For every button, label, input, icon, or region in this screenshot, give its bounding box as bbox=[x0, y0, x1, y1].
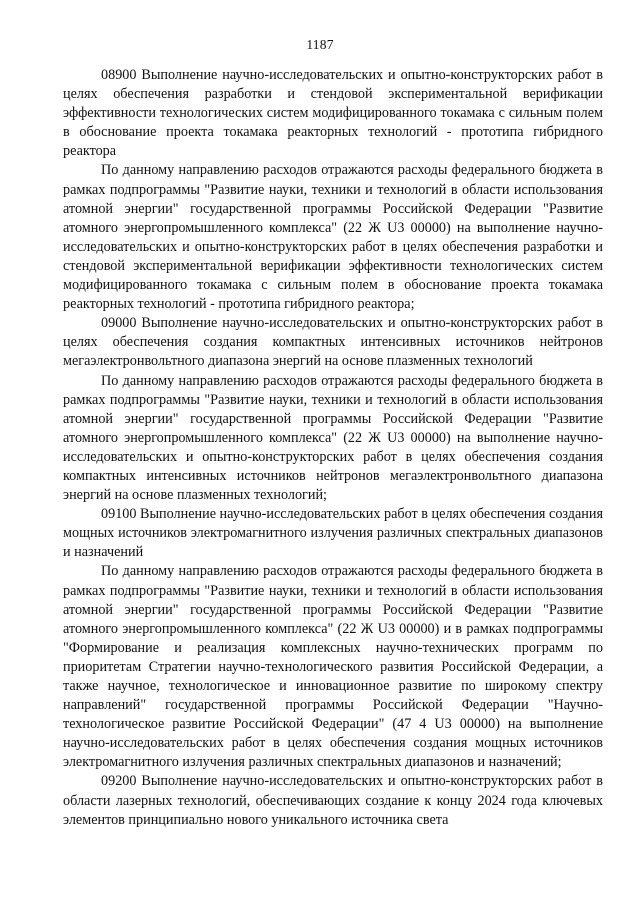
section-heading-09100: 09100 Выполнение научно-исследовательских работ в целях обеспечения создания мощных источников электромагнитного излучения различных спектральных диапазонов и назначений bbox=[63, 506, 603, 561]
section-body-09100: По данному направлению расходов отражаются расходы федерального бюджета в рамках подпрограммы "Развитие науки, техники и технологий в области использования атомной энергии" государственной программы Российской Федерации "Развитие атомного энергопромышленного комплекса" (22 Ж U3 00000) и в рамках подпрограммы "Формирование и реализация комплексных научно-технических программ по приоритетам Стратегии научно-технологического развития Российской Федерации, а также научное, технологическое и инновационное развитие по широкому спектру направлений" государственной программы Российской Федерации "Научно-технологическое развитие Российской Федерации" (47 4 U3 00000) на выполнение научно-исследовательских работ в целях обеспечения создания мощных источников электромагнитного излучения различных спектральных диапазонов и назначений; bbox=[63, 563, 603, 771]
page-number: 1187 bbox=[306, 37, 334, 52]
document-body bbox=[63, 66, 603, 830]
section-heading-09200: 09200 Выполнение научно-исследовательских и опытно-конструкторских работ в области лазерных технологий, обеспечивающих создание к концу 2024 года ключевых элементов принципиально нового уникального источника света bbox=[63, 773, 603, 828]
section-body-09000: По данному направлению расходов отражаются расходы федерального бюджета в рамках подпрограммы "Развитие науки, техники и технологий в области использования атомной энергии" государственной программы Российской Федерации "Развитие атомного энергопромышленного комплекса" (22 Ж U3 00000) на выполнение научно-исследовательских и опытно-конструкторских работ в целях обеспечения создания компактных интенсивных источников нейтронов мегаэлектронвольтного диапазона энергий на основе плазменных технологий; bbox=[63, 372, 603, 504]
section-heading-08900: 08900 Выполнение научно-исследовательских и опытно-конструкторских работ в целях обеспечения разработки и стендовой экспериментальной верификации эффективности технологических систем модифицированного токамака с сильным полем в обоснование проекта токамака реакторных технологий - прототипа гибридного реактора bbox=[63, 67, 603, 160]
section-body-08900: По данному направлению расходов отражаются расходы федерального бюджета в рамках подпрограммы "Развитие науки, техники и технологий в области использования атомной энергии" государственной программы Российской Федерации "Развитие атомного энергопромышленного комплекса" (22 Ж U3 00000) на выполнение научно-исследовательских и опытно-конструкторских работ в целях обеспечения разработки и стендовой экспериментальной верификации эффективности технологических систем модифицированного токамака с сильным полем в обоснование проекта токамака реакторных технологий - прототипа гибридного реактора; bbox=[63, 162, 603, 313]
section-heading-09000: 09000 Выполнение научно-исследовательских и опытно-конструкторских работ в целях обеспечения создания компактных интенсивных источников нейтронов мегаэлектронвольтного диапазона энергий на основе плазменных технологий bbox=[63, 315, 603, 370]
